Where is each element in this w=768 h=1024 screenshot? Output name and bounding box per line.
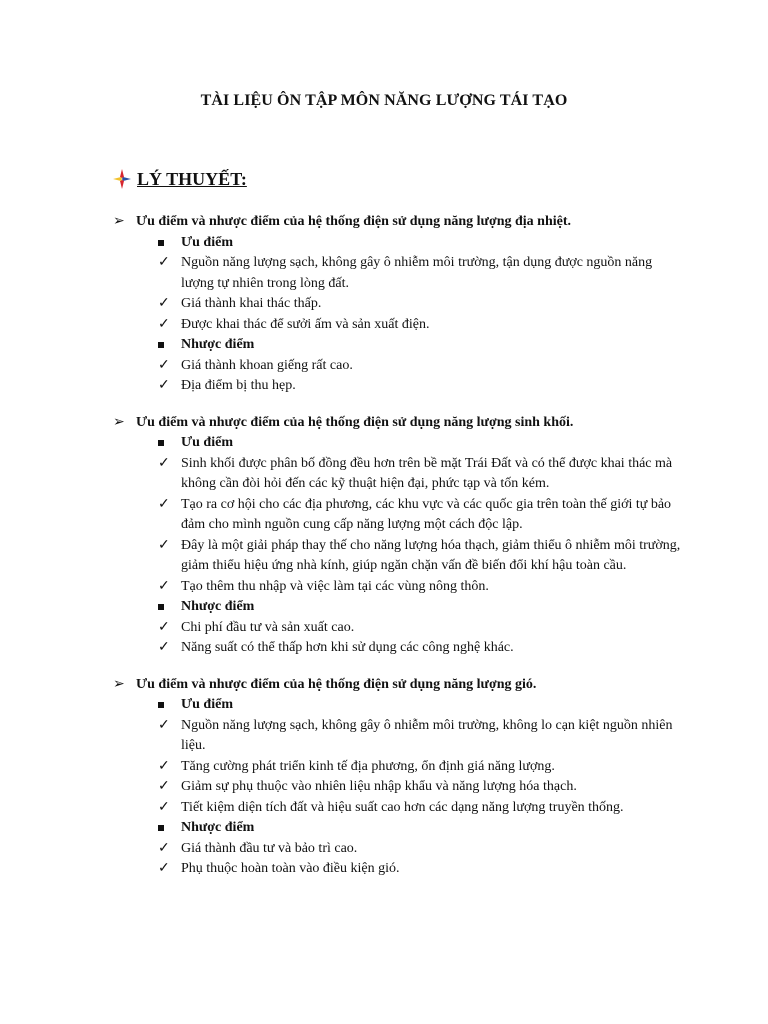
- cons-label: [0, 597, 768, 618]
- check-mark-icon: ✓: [158, 619, 170, 635]
- check-mark-icon: ✓: [158, 537, 170, 553]
- square-bullet-icon: [158, 604, 164, 610]
- list-item: [0, 798, 768, 819]
- list-item-text: Tiết kiệm diện tích đất và hiệu suất cao hơn các dạng năng lượng truyền thống.: [181, 799, 624, 815]
- list-item: [0, 618, 768, 639]
- cons-label: [0, 335, 768, 356]
- pros-label-text: Ưu điểm: [181, 697, 233, 712]
- square-bullet-icon: [158, 825, 164, 831]
- list-item: [0, 294, 768, 315]
- list-item: [0, 638, 768, 659]
- list-item: [0, 777, 768, 798]
- check-mark-icon: ✓: [158, 496, 170, 512]
- list-item: [0, 577, 768, 598]
- square-bullet-icon: [158, 702, 164, 708]
- list-item: [0, 315, 768, 336]
- check-mark-icon: ✓: [158, 640, 170, 655]
- list-item: [0, 536, 768, 577]
- topic-heading-text: Ưu điểm và nhược điểm của hệ thống điện sử dụng năng lượng sinh khối.: [136, 414, 574, 430]
- list-item-text: Năng suất có thể thấp hơn khi sử dụng các công nghệ khác.: [181, 640, 514, 655]
- list-item-text: Nguồn năng lượng sạch, không gây ô nhiễm môi trường, tận dụng được nguồn năng lượng tự nhiên trong lòng đất.: [181, 255, 653, 291]
- check-mark-icon: ✓: [158, 255, 170, 270]
- cons-label-text: Nhược điểm: [181, 337, 255, 352]
- cons-label: [0, 818, 768, 839]
- four-point-star-icon: [112, 168, 132, 190]
- section-heading: [112, 166, 247, 192]
- list-item: [0, 839, 768, 860]
- pros-label: [0, 695, 768, 716]
- pros-label: [0, 433, 768, 454]
- check-mark-icon: ✓: [158, 779, 170, 794]
- topic-heading-text: Ưu điểm và nhược điểm của hệ thống điện sử dụng năng lượng gió.: [136, 676, 537, 692]
- topic-block: [0, 413, 768, 659]
- list-item-text: Giảm sự phụ thuộc vào nhiên liệu nhập khẩu và năng lượng hóa thạch.: [181, 779, 577, 794]
- check-mark-icon: ✓: [158, 717, 170, 733]
- list-item-text: Địa điểm bị thu hẹp.: [181, 378, 296, 393]
- check-mark-icon: ✓: [158, 758, 170, 774]
- list-item: [0, 253, 768, 294]
- square-bullet-icon: [158, 440, 164, 446]
- check-mark-icon: ✓: [158, 378, 170, 393]
- topics-list: [0, 212, 768, 896]
- list-item: [0, 716, 768, 757]
- list-item-text: Tạo ra cơ hội cho các địa phương, các khu vực và các quốc gia trên toàn thế giới tự bảo đảm cho mình nguồn cung cấp năng lượng một cách độc lập.: [181, 496, 672, 532]
- list-item: [0, 495, 768, 536]
- pros-label: [0, 233, 768, 254]
- check-mark-icon: ✓: [158, 578, 170, 594]
- check-mark-icon: ✓: [158, 316, 170, 332]
- arrowhead-bullet-icon: ➢: [113, 676, 125, 692]
- topic-heading: [0, 212, 768, 233]
- topic-heading: [0, 413, 768, 434]
- check-mark-icon: ✓: [158, 455, 170, 471]
- list-item: [0, 356, 768, 377]
- check-mark-icon: ✓: [158, 296, 170, 311]
- topic-heading: [0, 675, 768, 696]
- arrowhead-bullet-icon: ➢: [113, 414, 125, 430]
- list-item-text: Giá thành khai thác thấp.: [181, 296, 322, 311]
- cons-label-text: Nhược điểm: [181, 599, 255, 614]
- check-mark-icon: ✓: [158, 861, 170, 876]
- list-item: [0, 376, 768, 397]
- list-item: [0, 454, 768, 495]
- pros-label-text: Ưu điểm: [181, 234, 233, 250]
- check-mark-icon: ✓: [158, 357, 170, 373]
- topic-block: [0, 212, 768, 397]
- list-item-text: Giá thành đầu tư và bảo trì cao.: [181, 840, 358, 856]
- list-item: [0, 859, 768, 880]
- cons-label-text: Nhược điểm: [181, 820, 255, 835]
- list-item-text: Nguồn năng lượng sạch, không gây ô nhiễm môi trường, không lo cạn kiệt nguồn nhiên liệu.: [181, 717, 673, 753]
- square-bullet-icon: [158, 240, 164, 246]
- arrowhead-bullet-icon: ➢: [113, 214, 125, 229]
- list-item-text: Tăng cường phát triển kinh tế địa phương, ổn định giá năng lượng.: [181, 758, 555, 774]
- list-item-text: Chi phí đầu tư và sản xuất cao.: [181, 619, 355, 635]
- check-mark-icon: ✓: [158, 840, 170, 856]
- list-item: [0, 757, 768, 778]
- pros-label-text: Ưu điểm: [181, 435, 233, 450]
- list-item-text: Phụ thuộc hoàn toàn vào điều kiện gió.: [181, 861, 400, 876]
- section-heading-text: LÝ THUYẾT:: [137, 168, 247, 189]
- check-mark-icon: ✓: [158, 799, 170, 815]
- page-title: TÀI LIỆU ÔN TẬP MÔN NĂNG LƯỢNG TÁI TẠO: [200, 92, 568, 109]
- list-item-text: Được khai thác để sưởi ấm và sản xuất điện.: [181, 316, 430, 332]
- list-item-text: Tạo thêm thu nhập và việc làm tại các vùng nông thôn.: [181, 578, 489, 594]
- topic-heading-text: Ưu điểm và nhược điểm của hệ thống điện sử dụng năng lượng địa nhiệt.: [136, 214, 572, 229]
- list-item-text: Giá thành khoan giếng rất cao.: [181, 357, 353, 373]
- topic-block: [0, 675, 768, 880]
- list-item-text: Sinh khối được phân bố đồng đều hơn trên bề mặt Trái Đất và có thể được khai thác mà không cần đòi hỏi đến các kỹ thuật hiện đại, phức tạp và tốn kém.: [181, 455, 673, 491]
- list-item-text: Đây là một giải pháp thay thế cho năng lượng hóa thạch, giảm thiểu ô nhiễm môi trường, giảm thiểu hiệu ứng nhà kính, giúp ngăn chặn vấn đề biến đổi khí hậu toàn cầu.: [181, 537, 681, 573]
- square-bullet-icon: [158, 342, 164, 348]
